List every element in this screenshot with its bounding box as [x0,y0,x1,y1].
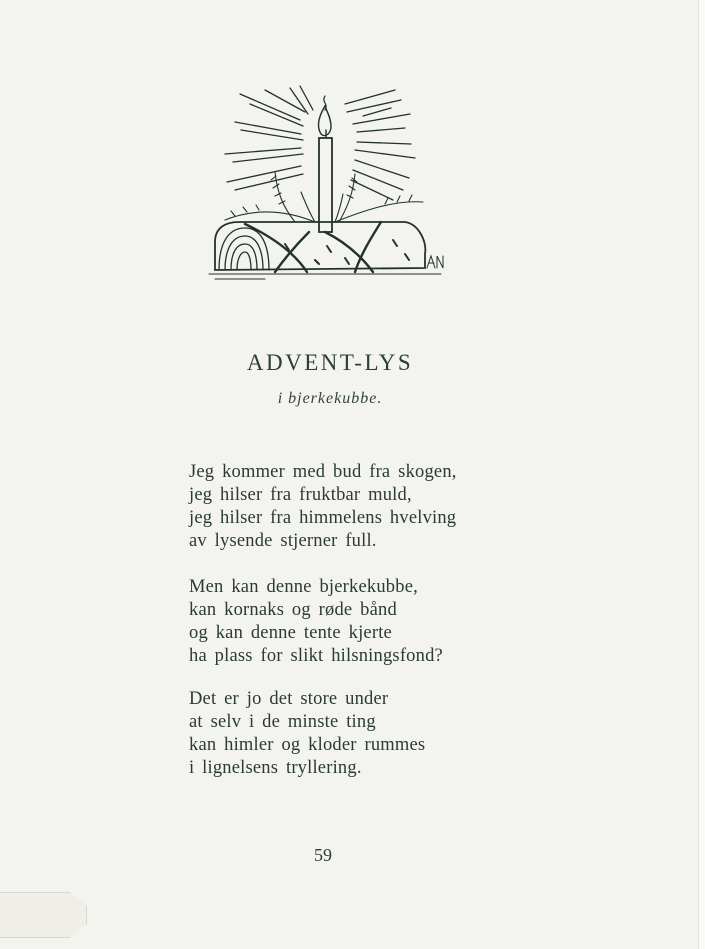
stanza-1 [189,461,457,553]
poem-subtitle: i bjerkekubbe. [277,390,383,407]
poem-line: jeg hilser fra himmelens hvelving [189,508,457,528]
poem-title: ADVENT-LYS [246,350,414,375]
poem-line: Men kan denne bjerkekubbe, [189,577,418,597]
page-number: 59 [314,845,332,865]
poem-line: kan kornaks og røde bånd [189,600,397,620]
poem-line: og kan denne tente kjerte [189,623,392,643]
poem-line: Jeg kommer med bud fra skogen, [189,462,457,482]
stanza-3 [189,688,425,780]
poem-line: i lignelsens tryllering. [189,758,362,778]
candle-on-birch-log-icon [205,82,445,287]
poem-line: ha plass for slikt hilsningsfond? [189,646,443,666]
poem-line: kan himler og kloder rummes [189,735,426,755]
poem-line: Det er jo det store under [189,689,389,709]
poem-line: at selv i de minste ting [189,712,376,732]
poem-line: av lysende stjerner full. [189,531,377,551]
poem-line: jeg hilser fra fruktbar muld, [189,485,412,505]
page-edge [698,0,705,949]
library-tab-mark [0,892,87,938]
stanza-2 [189,576,443,668]
